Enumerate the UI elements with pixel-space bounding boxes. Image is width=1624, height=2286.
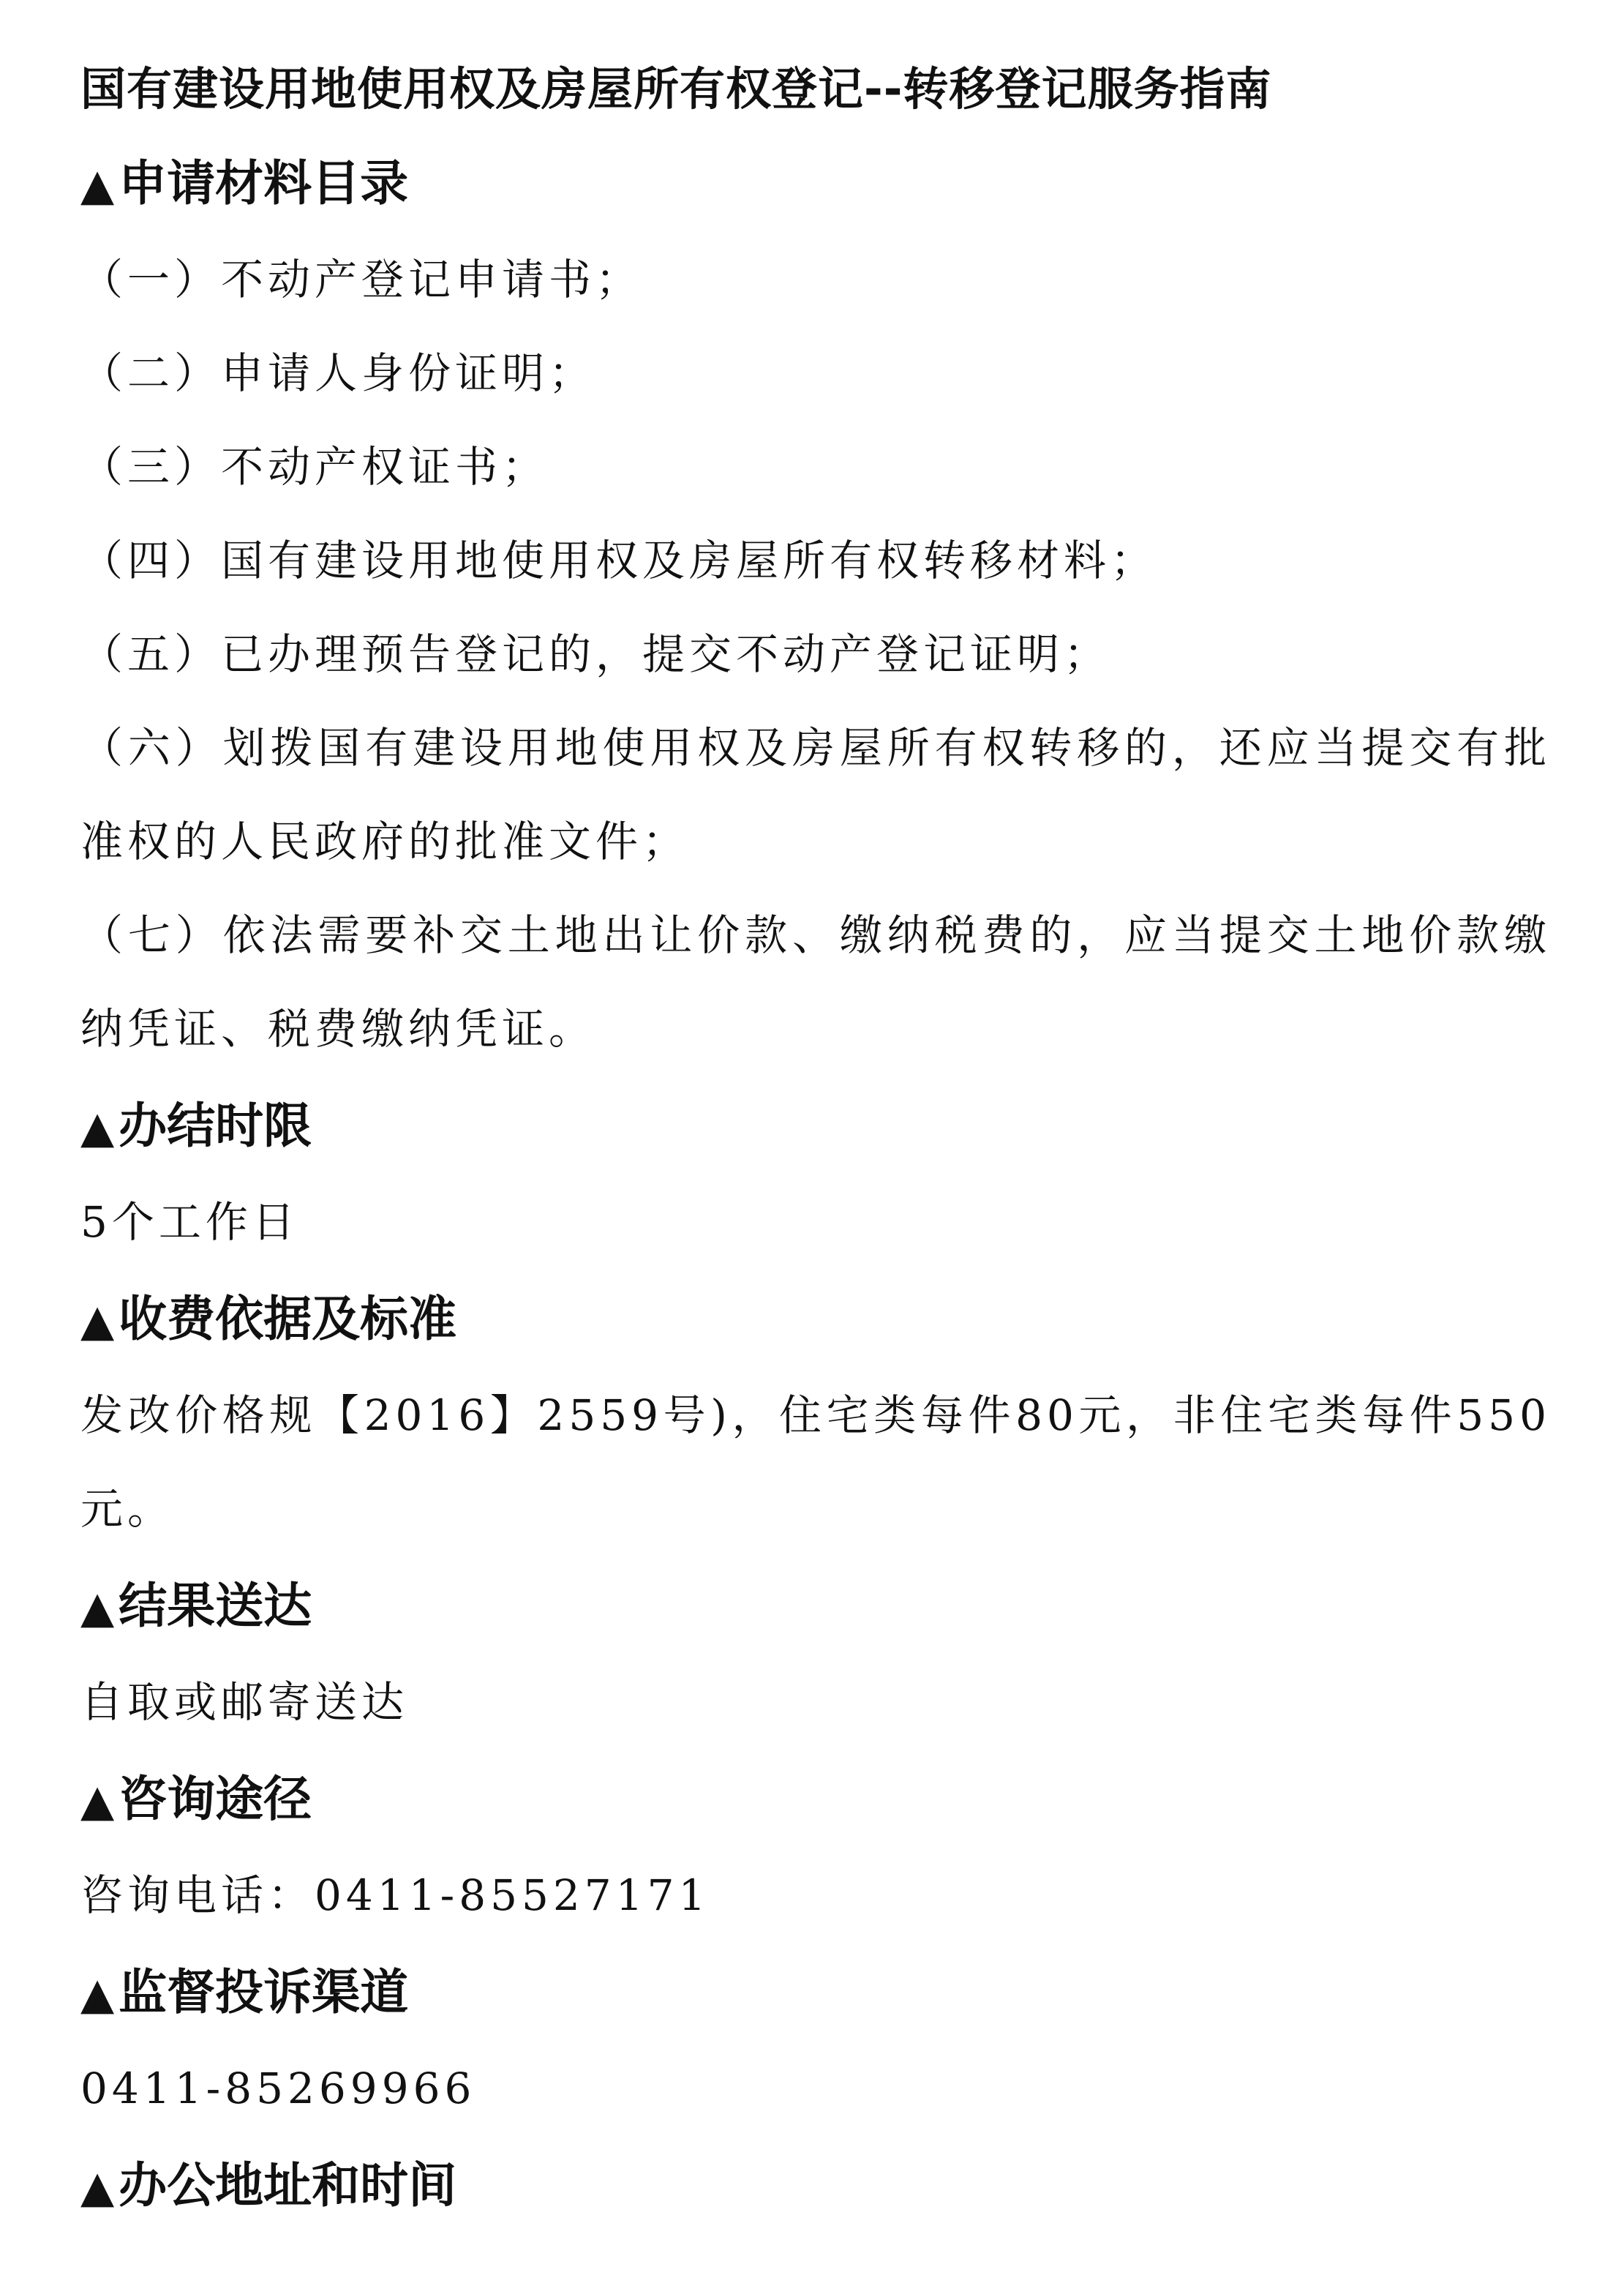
section-heading-consult: [80, 1756, 1551, 1843]
triangle-bullet-icon: ▲: [80, 1775, 115, 1826]
triangle-bullet-icon: ▲: [80, 1102, 115, 1153]
fees-text: 发改价格规【2016】2559号)，住宅类每件80元，非住宅类每件550元。: [80, 1390, 1551, 1534]
materials-list: [80, 233, 1551, 1076]
list-item: （三）不动产权证书；: [80, 442, 549, 492]
triangle-bullet-icon: ▲: [80, 1295, 115, 1346]
list-item: （六）划拨国有建设用地使用权及房屋所有权转移的，还应当提交有批准权的人民政府的批准文件；: [80, 723, 1551, 866]
consult-phone-text: 咨询电话：0411-85527171: [80, 1870, 710, 1920]
triangle-bullet-icon: ▲: [80, 1582, 115, 1633]
time-limit-text: 5个工作日: [80, 1197, 299, 1247]
section-heading-label: 办公地址和时间: [119, 2157, 457, 2214]
list-item: （二）申请人身份证明；: [80, 348, 596, 398]
triangle-bullet-icon: ▲: [80, 160, 115, 211]
section-heading-complaint: [80, 1949, 1551, 2036]
section-heading-label: 结果送达: [119, 1578, 312, 1634]
section-heading-fees: [80, 1276, 1551, 1363]
list-item: （四）国有建设用地使用权及房屋所有权转移材料；: [80, 536, 1158, 585]
section-heading-office: [80, 2143, 1551, 2229]
section-heading-materials: [80, 140, 1551, 227]
delivery-text: 自取或邮寄送达: [80, 1677, 409, 1727]
section-heading-time-limit: [80, 1083, 1551, 1169]
list-item: （七）依法需要补交土地出让价款、缴纳税费的，应当提交土地价款缴纳凭证、税费缴纳凭证。: [80, 910, 1551, 1054]
complaint-phone-text: 0411-85269966: [80, 2064, 476, 2113]
list-item: （五）已办理预告登记的，提交不动产登记证明；: [80, 629, 1111, 679]
section-heading-label: 申请材料目录: [119, 155, 409, 211]
section-heading-label: 监督投诉渠道: [119, 1964, 409, 2020]
triangle-bullet-icon: ▲: [80, 2162, 115, 2213]
section-heading-label: 收费依据及标准: [119, 1291, 457, 1347]
section-heading-label: 办结时限: [119, 1098, 312, 1154]
section-heading-label: 咨询途径: [119, 1771, 312, 1827]
section-heading-delivery: [80, 1563, 1551, 1649]
document-title: 国有建设用地使用权及房屋所有权登记--转移登记服务指南: [80, 62, 1272, 116]
list-item: （一）不动产登记申请书；: [80, 255, 643, 304]
triangle-bullet-icon: ▲: [80, 1968, 115, 2020]
